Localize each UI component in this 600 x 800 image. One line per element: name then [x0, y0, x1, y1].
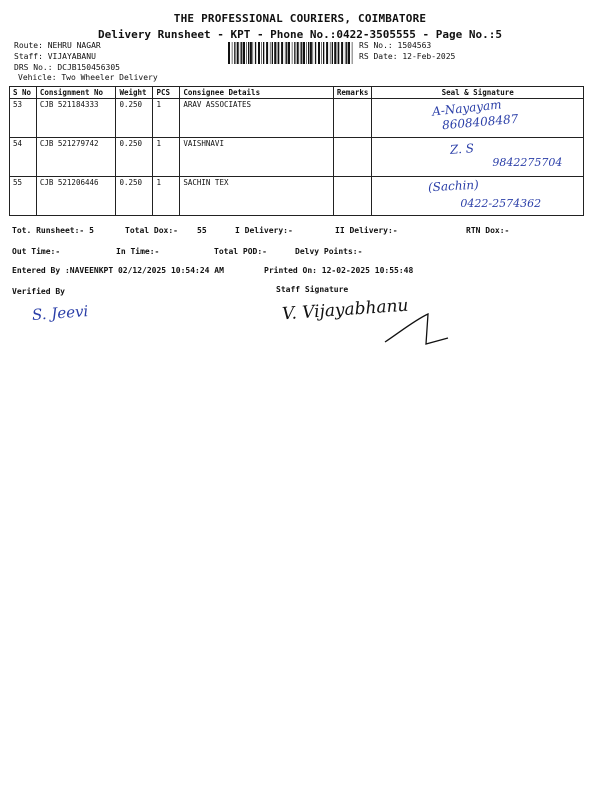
- i-delivery: I Delivery:-: [235, 226, 293, 235]
- signature-ink: A-Nayayam: [431, 97, 503, 119]
- phone-ink: 9842275704: [492, 156, 563, 169]
- company-title: THE PROFESSIONAL COURIERS, COIMBATORE: [173, 12, 427, 25]
- total-dox-label: Total Dox:-: [125, 226, 178, 235]
- verified-signature: S. Jeevi: [31, 302, 89, 324]
- header-sno: S No: [10, 87, 37, 99]
- cell-remarks: [333, 138, 372, 177]
- cell-signature: [372, 177, 584, 216]
- cell-consignee: SACHIN TEX: [180, 177, 333, 216]
- cell-weight: 0.250: [116, 99, 153, 138]
- cell-pcs: 1: [153, 99, 180, 138]
- cell-weight: 0.250: [116, 177, 153, 216]
- header-remarks: Remarks: [333, 87, 372, 99]
- header-consignee: Consignee Details: [180, 87, 333, 99]
- out-time: Out Time:-: [12, 247, 61, 256]
- staff-signature: V. Vijayabhanu: [281, 295, 410, 325]
- cell-pcs: 1: [153, 177, 180, 216]
- header-weight: Weight: [116, 87, 153, 99]
- verified-by-label: Verified By: [12, 287, 65, 296]
- header-consignment: Consignment No: [36, 87, 116, 99]
- cell-remarks: [333, 99, 372, 138]
- cell-consignment: CJB 521206446: [36, 177, 116, 216]
- header-seal-signature: Seal & Signature: [372, 87, 584, 99]
- phone-ink: 8608408487: [441, 111, 520, 133]
- cell-sno: 54: [10, 138, 37, 177]
- cell-consignee: ARAV ASSOCIATES: [180, 99, 333, 138]
- printed-on: Printed On: 12-02-2025 10:55:48: [264, 266, 414, 275]
- cell-consignee: VAISHNAVI: [180, 138, 333, 177]
- vehicle-label: Vehicle: Two Wheeler Delivery: [18, 73, 158, 82]
- cell-signature: [372, 99, 584, 138]
- delvy-points: Delvy Points:-: [295, 247, 363, 256]
- runsheet-table: [9, 86, 584, 216]
- header-pcs: PCS: [153, 87, 180, 99]
- entered-by: Entered By :NAVEENKPT 02/12/2025 10:54:24 AM: [12, 266, 224, 275]
- table-row: [10, 177, 584, 216]
- rs-number: RS No.: 1504563: [359, 41, 432, 50]
- signature-ink: Z. S: [449, 141, 475, 157]
- signature-flourish-icon: [380, 312, 450, 348]
- table-row: [10, 99, 584, 138]
- cell-remarks: [333, 177, 372, 216]
- rtn-dox: RTN Dox:-: [466, 226, 510, 235]
- in-time: In Time:-: [116, 247, 160, 256]
- drs-number: DRS No.: DCJB150456305: [14, 63, 120, 72]
- table-row: [10, 138, 584, 177]
- cell-consignment: CJB 521279742: [36, 138, 116, 177]
- runsheet-subtitle: Delivery Runsheet - KPT - Phone No.:0422-3505555 - Page No.:5: [98, 28, 502, 41]
- staff-signature-label: Staff Signature: [276, 285, 349, 294]
- barcode-icon: [228, 42, 353, 64]
- staff-label: Staff: VIJAYABANU: [14, 52, 96, 61]
- signature-ink: (Sachin): [428, 177, 480, 195]
- route-label: Route: NEHRU NAGAR: [14, 41, 101, 50]
- rs-date: RS Date: 12-Feb-2025: [359, 52, 456, 61]
- cell-signature: [372, 138, 584, 177]
- cell-pcs: 1: [153, 138, 180, 177]
- ii-delivery: II Delivery:-: [335, 226, 398, 235]
- phone-ink: 0422-2574362: [460, 197, 542, 210]
- tot-runsheet: Tot. Runsheet:- 5: [12, 226, 94, 235]
- total-dox-value: 55: [197, 226, 207, 235]
- total-pod: Total POD:-: [214, 247, 267, 256]
- cell-weight: 0.250: [116, 138, 153, 177]
- cell-consignment: CJB 521184333: [36, 99, 116, 138]
- cell-sno: 55: [10, 177, 37, 216]
- cell-sno: 53: [10, 99, 37, 138]
